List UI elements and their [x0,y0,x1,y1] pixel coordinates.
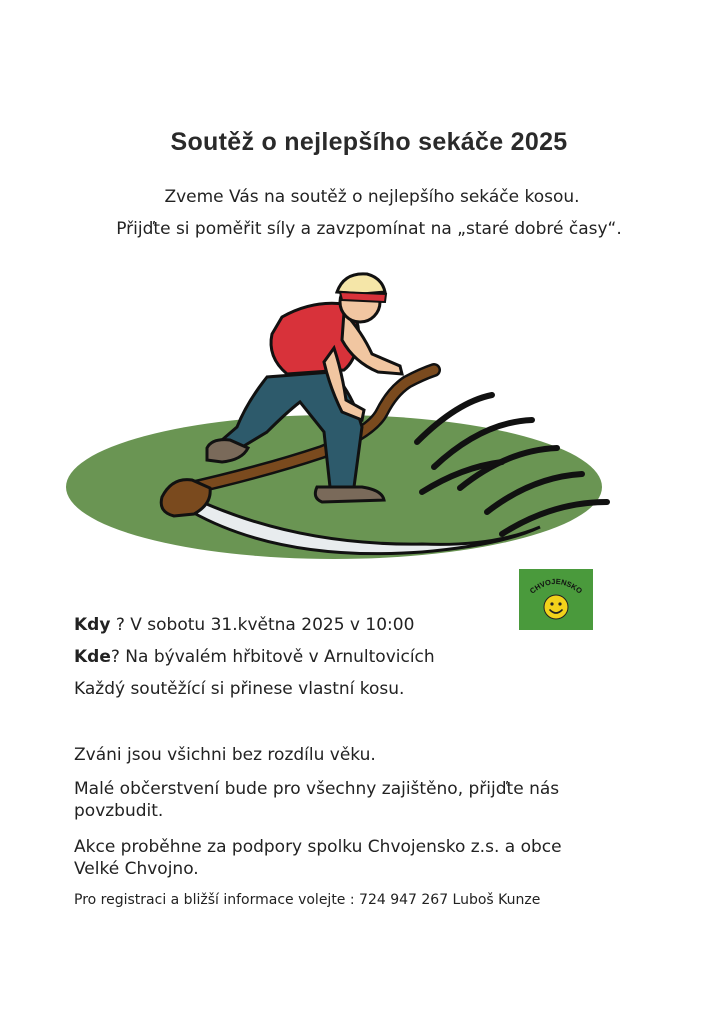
where-label: Kde [74,647,111,667]
logo-text: CHVOJENSKO [527,576,585,596]
intro-line-2: Přijďte si poměřit síly a zavzpomínat na „staré dobré časy“. [116,219,622,239]
support-note: Akce proběhne za podpory spolku Chvojensko z.s. a obce Velké Chvojno. [74,837,562,879]
when-label: Kdy [74,615,111,635]
where-line [74,646,614,668]
invitation-note: Zváni jsou všichni bez rozdílu věku. [74,745,376,765]
page-title: Soutěž o nejlepšího sekáče 2025 [170,128,568,156]
intro-line-1: Zveme Vás na soutěž o nejlepšího sekáče kosou. [164,187,580,207]
when-value: ? V sobotu 31.května 2025 v 10:00 [110,615,415,635]
svg-text:CHVOJENSKO [528,577,584,596]
refreshments-note: Malé občerstvení bude pro všechny zajištěno, přijďte nás povzbudit. [74,779,560,821]
scythe-mower-illustration [62,262,622,562]
when-line [74,614,614,636]
mower-hair [337,274,385,294]
bring-scythe-note: Každý soutěžící si přinese vlastní kosu. [74,679,405,699]
right-shoe [315,487,384,502]
mower-headband [340,292,386,302]
contact-info: Pro registraci a bližší informace volejte : 724 947 267 Luboš Kunze [74,892,541,908]
where-value: ? Na bývalém hřbitově v Arnultovicích [110,647,435,667]
